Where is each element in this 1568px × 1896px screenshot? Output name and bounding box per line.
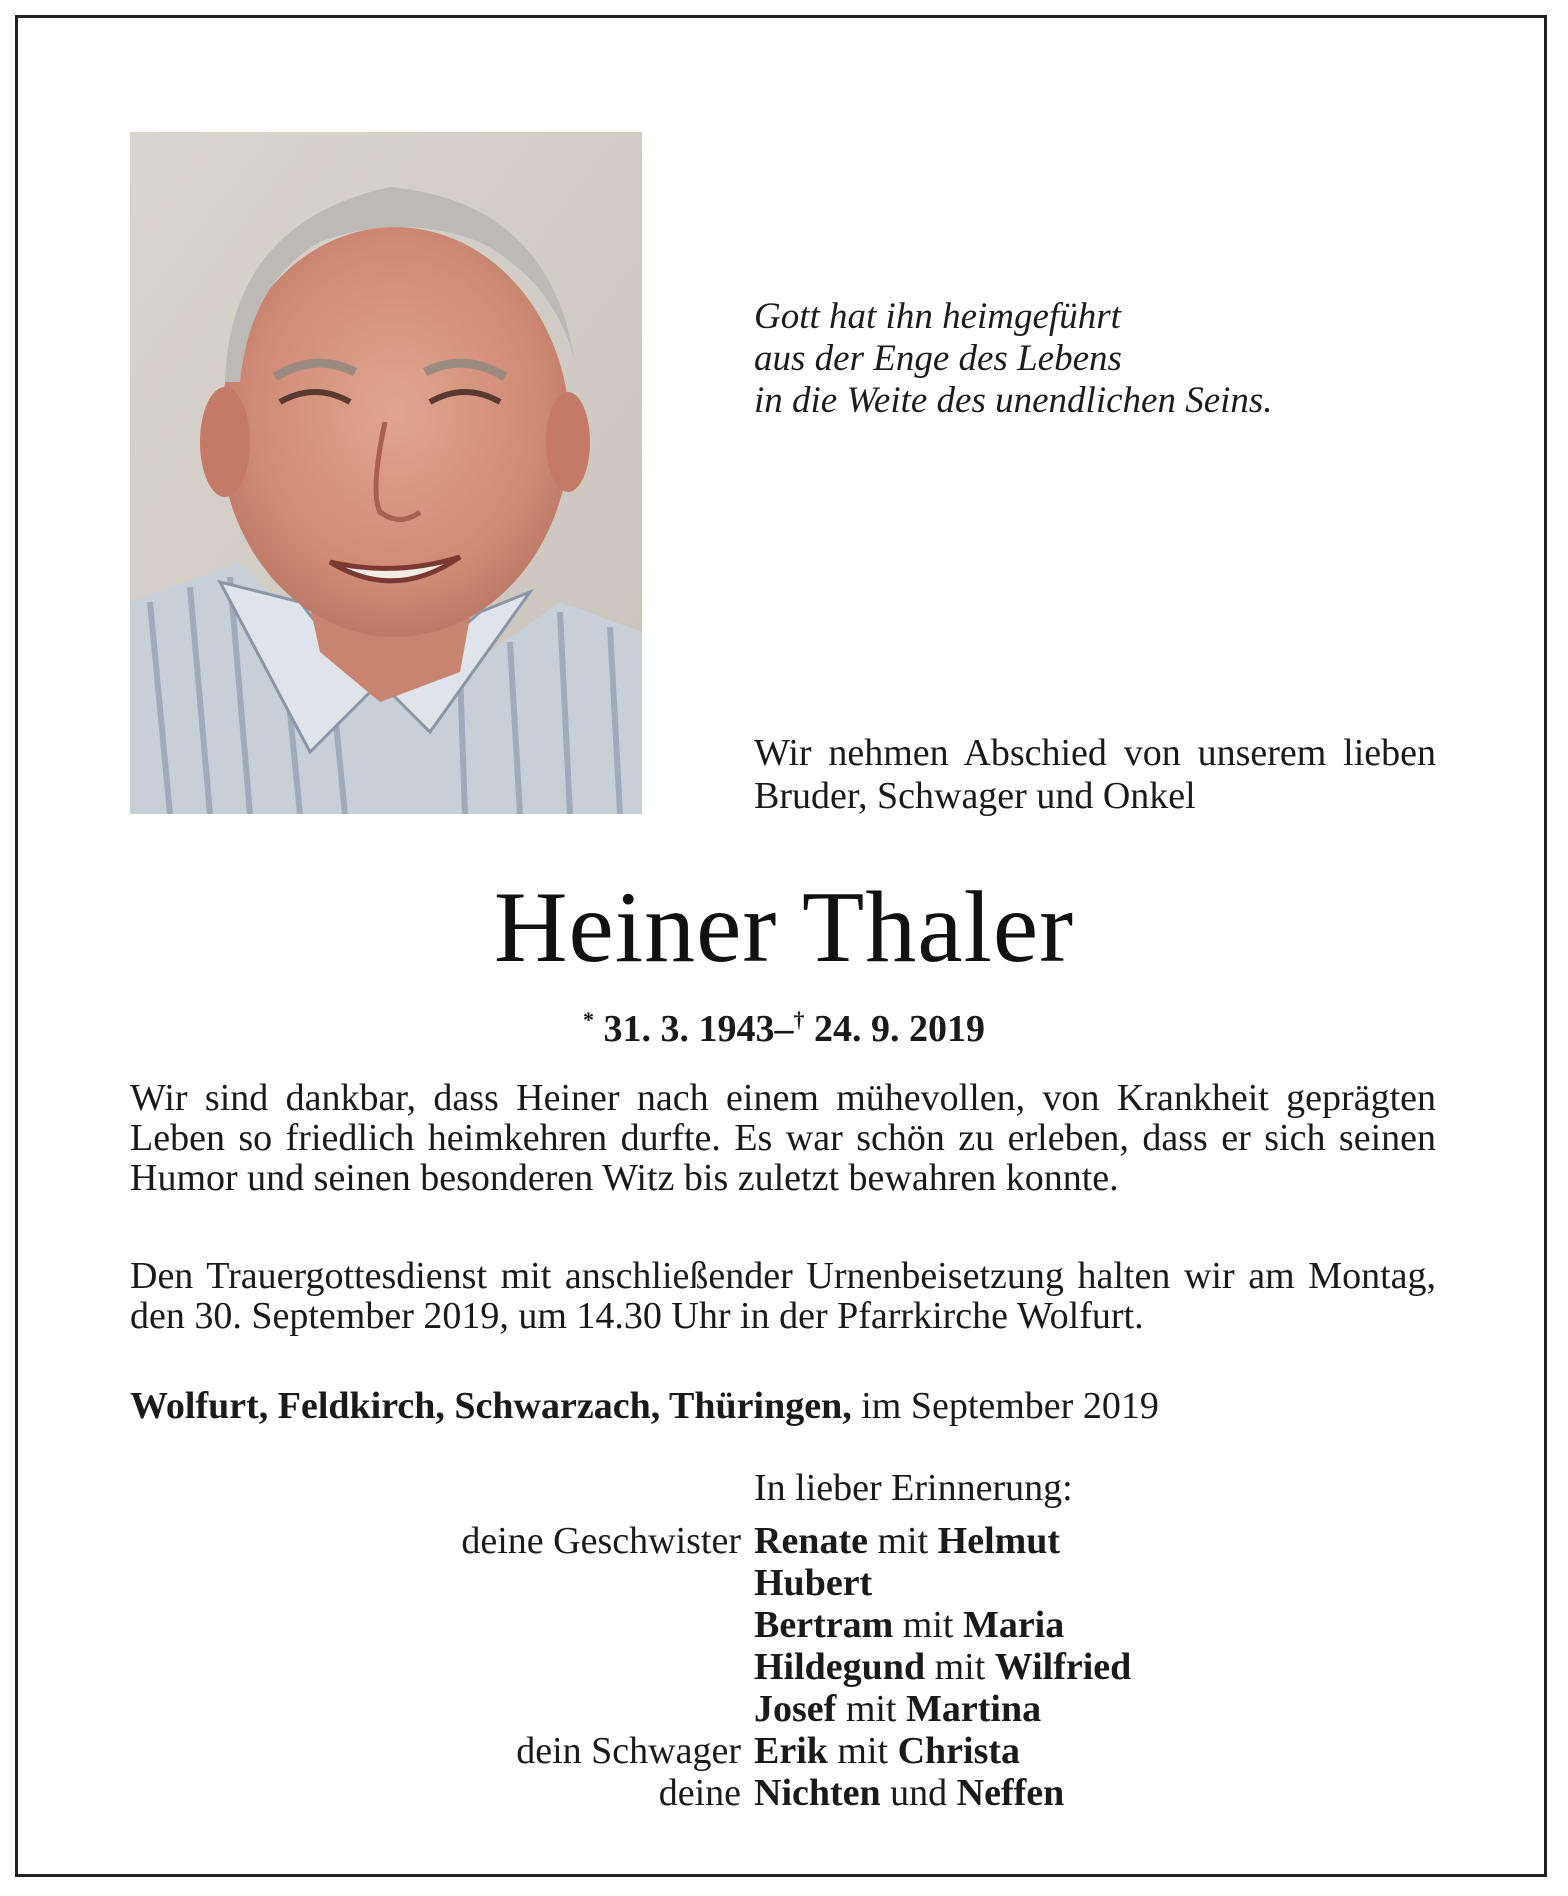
death-date: 24. 9. 2019 <box>814 1008 985 1050</box>
family-names <box>754 1730 1020 1772</box>
deceased-name: Heiner Thaler <box>493 871 1075 984</box>
death-symbol: † <box>793 1007 805 1032</box>
quote-line: Gott hat ihn heimgeführt <box>754 296 1121 337</box>
places-list: Wolfurt, Feldkirch, Schwarzach, Thüringen, <box>130 1385 852 1427</box>
family-name: Hubert <box>754 1562 873 1604</box>
family-name: Christa <box>897 1730 1021 1772</box>
service-paragraph: Den Trauergottesdienst mit anschließender Urnenbeisetzung halten wir am Montag, den 30. September 2019, um 14.30 Uhr in der Pfarrkirche Wolfurt. <box>130 1255 1436 1337</box>
family-conj: mit <box>836 1688 906 1730</box>
family-name: Maria <box>962 1604 1065 1646</box>
family-relation: dein Schwager <box>516 1730 741 1772</box>
family-relation: deine <box>658 1772 741 1814</box>
family-conj: mit <box>827 1730 898 1772</box>
memorial-quote <box>754 296 1454 422</box>
gratitude-paragraph: Wir sind dankbar, dass Heiner nach einem mühevollen, von Krankheit geprägten Leben so friedlich heimkehren durfte. Es war schön zu erleben, dass er sich seinen Humor und seinen besonderen Witz bis zuletzt bewahren konnte. <box>130 1077 1436 1199</box>
family-row <box>130 1688 1436 1730</box>
family-row <box>130 1520 1436 1562</box>
family-conj: mit <box>893 1604 963 1646</box>
birth-symbol: * <box>583 1007 594 1032</box>
family-name: Helmut <box>937 1520 1061 1562</box>
family-row <box>130 1604 1436 1646</box>
family-names <box>754 1772 1064 1814</box>
family-conj: mit <box>867 1520 938 1562</box>
family-row <box>130 1730 1436 1772</box>
family-name: Nichten <box>754 1772 881 1814</box>
family-name: Erik <box>754 1730 828 1772</box>
family-name: Neffen <box>956 1772 1065 1814</box>
family-name: Renate <box>754 1520 868 1562</box>
family-row <box>130 1772 1436 1814</box>
memory-heading: In lieber Erinnerung: <box>754 1467 1073 1509</box>
family-row <box>130 1646 1436 1688</box>
family-name: Hildegund <box>754 1646 926 1688</box>
family-name: Martina <box>906 1688 1042 1730</box>
family-names <box>754 1520 1060 1562</box>
family-name: Wilfried <box>994 1646 1132 1688</box>
family-conj: mit <box>925 1646 995 1688</box>
family-names <box>754 1646 1131 1688</box>
family-name: Josef <box>754 1688 837 1730</box>
portrait-photo <box>130 132 642 814</box>
family-relation: deine Geschwister <box>461 1520 741 1562</box>
farewell-text: Wir nehmen Abschied von unserem lieben Bruder, Schwager und Onkel <box>754 732 1436 817</box>
place-date: im September 2019 <box>851 1385 1159 1427</box>
family-names <box>754 1688 1041 1730</box>
family-list <box>130 1520 1436 1814</box>
date-separator: – <box>774 1008 794 1050</box>
quote-line: in die Weite des unendlichen Seins. <box>754 380 1273 421</box>
family-name: Bertram <box>754 1604 894 1646</box>
family-conj: und <box>880 1772 957 1814</box>
places-and-date <box>130 1384 1159 1428</box>
family-names <box>754 1604 1064 1646</box>
family-names <box>754 1562 872 1604</box>
quote-line: aus der Enge des Lebens <box>754 338 1122 379</box>
birth-date: 31. 3. 1943 <box>603 1008 775 1050</box>
life-dates <box>0 998 1568 1051</box>
family-row <box>130 1562 1436 1604</box>
